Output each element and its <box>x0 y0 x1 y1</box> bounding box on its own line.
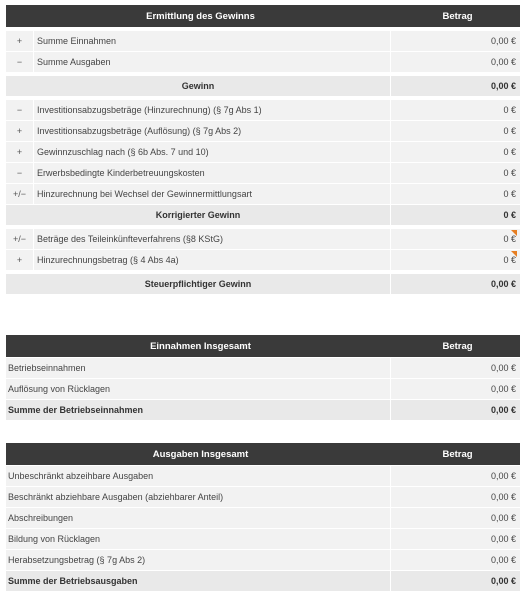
row-value[interactable]: 0 € <box>390 121 520 141</box>
row-value: 0,00 € <box>390 487 520 507</box>
row-value[interactable]: 0 € <box>390 163 520 183</box>
table-row <box>6 529 520 549</box>
row-label: Investitionsabzugsbeträge (Auflösung) (§ 7g Abs 2) <box>37 126 242 136</box>
row-value: 0,00 € <box>390 358 520 378</box>
row-value[interactable]: 0 € <box>390 142 520 162</box>
row-label: Abschreibungen <box>8 513 74 523</box>
gewinn-title: Ermittlung des Gewinns <box>146 10 255 22</box>
total-value: 0,00 € <box>390 274 520 294</box>
row-label: Hinzurechnung bei Wechsel der Gewinnermittlungsart <box>37 189 252 199</box>
sign: + <box>6 142 34 162</box>
table-row <box>6 466 520 486</box>
row-value: 0,00 € <box>390 550 520 570</box>
sum-label: Summe der Betriebsausgaben <box>8 576 138 586</box>
row-label: Hinzurechnungsbetrag (§ 4 Abs 4a) <box>37 255 179 265</box>
table-row <box>6 379 520 399</box>
sum-value: 0,00 € <box>390 400 520 420</box>
row-teileinkuenfte <box>6 229 520 249</box>
row-label: Betriebseinnahmen <box>8 363 86 373</box>
ausgaben-header <box>6 443 520 465</box>
gewinn-amount-header: Betrag <box>442 10 473 22</box>
row-value: 0 € <box>503 234 516 244</box>
ausgaben-table <box>6 443 520 591</box>
row-label: Herabsetzungsbetrag (§ 7g Abs 2) <box>8 555 146 565</box>
row-value: 0,00 € <box>390 508 520 528</box>
row-label: Summe Ausgaben <box>37 57 111 67</box>
total-label: Korrigierter Gewinn <box>155 210 241 220</box>
row-value: 0,00 € <box>390 379 520 399</box>
edit-marker-icon <box>511 230 517 236</box>
row-kinderbetreuung <box>6 163 520 183</box>
row-korrigierter-gewinn <box>6 205 520 225</box>
row-gewinn-total <box>6 76 520 96</box>
sum-value: 0,00 € <box>390 571 520 591</box>
row-value: 0,00 € <box>390 529 520 549</box>
row-summe-einnahmen <box>6 31 520 51</box>
row-value[interactable]: 0 € <box>390 184 520 204</box>
gewinn-header <box>6 5 520 27</box>
row-wechsel-gewinnermittlung <box>6 184 520 204</box>
ausgaben-title: Ausgaben Insgesamt <box>152 448 249 460</box>
row-value[interactable]: 0,00 € <box>390 52 520 72</box>
row-label: Gewinnzuschlag nach (§ 6b Abs. 7 und 10) <box>37 147 209 157</box>
row-steuerpflichtiger-gewinn <box>6 274 520 294</box>
einnahmen-table <box>6 335 520 420</box>
sign: − <box>6 52 34 72</box>
einnahmen-title: Einnahmen Insgesamt <box>150 340 251 352</box>
sign: +/− <box>6 229 34 249</box>
row-label: Auflösung von Rücklagen <box>8 384 111 394</box>
row-value[interactable]: 0 € <box>390 100 520 120</box>
row-iab-hinzurechnung <box>6 100 520 120</box>
table-row <box>6 487 520 507</box>
row-summe-ausgaben <box>6 52 520 72</box>
sum-label: Summe der Betriebseinnahmen <box>8 405 144 415</box>
total-value: 0 € <box>390 205 520 225</box>
row-label: Bildung von Rücklagen <box>8 534 101 544</box>
table-row <box>6 550 520 570</box>
row-value[interactable]: 0,00 € <box>390 31 520 51</box>
row-iab-aufloesung <box>6 121 520 141</box>
row-label: Investitionsabzugsbeträge (Hinzurechnung) (§ 7g Abs 1) <box>37 105 262 115</box>
sum-row <box>6 571 520 591</box>
table-row <box>6 508 520 528</box>
table-row <box>6 358 520 378</box>
row-value-field[interactable] <box>390 250 520 270</box>
einnahmen-header <box>6 335 520 357</box>
sign: + <box>6 121 34 141</box>
einnahmen-amount-header: Betrag <box>442 340 473 352</box>
row-label: Erwerbsbedingte Kinderbetreuungskosten <box>37 168 205 178</box>
gewinn-table <box>6 5 520 294</box>
row-label: Unbeschränkt abzeihbare Ausgaben <box>8 471 154 481</box>
sign: +/− <box>6 184 34 204</box>
edit-marker-icon <box>511 251 517 257</box>
sign: + <box>6 31 34 51</box>
ausgaben-amount-header: Betrag <box>442 448 473 460</box>
row-label: Beträge des Teileinkünfteverfahrens (§8 KStG) <box>37 234 223 244</box>
total-label: Gewinn <box>181 81 215 91</box>
row-label: Summe Einnahmen <box>37 36 117 46</box>
total-label: Steuerpflichtiger Gewinn <box>144 279 252 289</box>
sign: − <box>6 100 34 120</box>
row-value-field[interactable] <box>390 229 520 249</box>
sum-row <box>6 400 520 420</box>
row-gewinnzuschlag <box>6 142 520 162</box>
row-value: 0 € <box>503 255 516 265</box>
row-hinzurechnungsbetrag <box>6 250 520 270</box>
row-label: Beschränkt abziehbare Ausgaben (abziehbarer Anteil) <box>8 492 224 502</box>
sign: − <box>6 163 34 183</box>
total-value: 0,00 € <box>390 76 520 96</box>
sign: + <box>6 250 34 270</box>
row-value: 0,00 € <box>390 466 520 486</box>
